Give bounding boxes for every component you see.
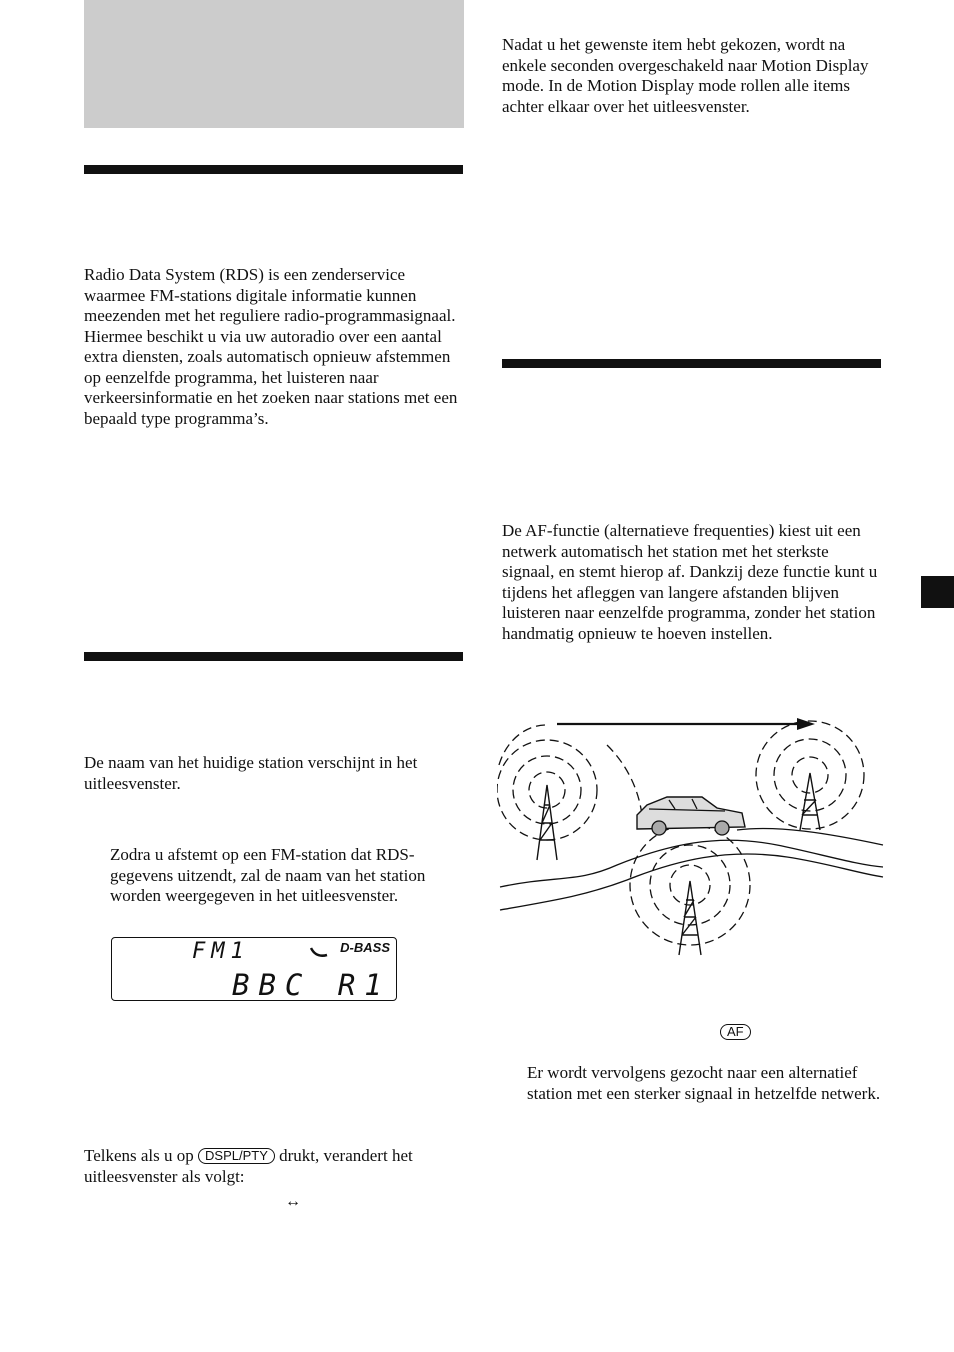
display-change-before: Telkens als u op [84,1146,194,1165]
chapter-tab [921,576,954,608]
af-button[interactable]: AF [720,1024,751,1040]
dspl-pty-button[interactable]: DSPL/PTY [198,1148,275,1164]
station-name-intro: De naam van het huidige station verschijnt in het uitleesvenster. [84,753,418,793]
display-change-paragraph [84,1146,464,1187]
double-arrow-icon: ↔ [285,1193,301,1210]
lcd-dbass-indicator: D-BASS [340,940,390,955]
lcd-band: FM1 [192,939,250,964]
af-step: Er wordt vervolgens gezocht naar een alternatief station met een sterker signaal in hetzelfde netwerk. [527,1063,881,1103]
header-shade-block [84,0,464,128]
lcd-station-name: BBC R1 [232,968,391,1002]
display-change-after: drukt, verandert het uitleesvenster als volgt: [84,1146,413,1186]
af-illustration [497,705,887,965]
section-rule [84,652,463,661]
motion-display-paragraph: Nadat u het gewenste item hebt gekozen, wordt na enkele seconden overgeschakeld naar Motion Display mode. In de Motion Display mode rollen alle items achter elkaar over het uitleesvenster. [502,35,869,116]
section-rule [84,165,463,174]
wave-icon [310,943,328,964]
section-rule [502,359,881,368]
lcd-display [111,937,397,1001]
rds-intro-paragraph: Radio Data System (RDS) is een zenderservice waarmee FM-stations digitale informatie kunnen meezenden met het reguliere radio-programmasignaal. Hiermee beschikt u via uw autoradio over een aantal extra diensten, zoals automatisch opnieuw afstemmen op eenzelfde programma, het luisteren naar verkeersinformatie en het zoeken naar stations met een bepaald type programma’s. [84,265,458,428]
station-name-step: Zodra u afstemt op een FM-station dat RDS-gegevens uitzendt, zal de naam van het station worden weergegeven in het uitleesvenster. [110,845,426,905]
af-intro-paragraph: De AF-functie (alternatieve frequenties) kiest uit een netwerk automatisch het station met het sterkste signaal, en stemt hierop af. Dankzij deze functie kunt u tijdens het afleggen van langere afstanden blijven luisteren naar eenzelfde programma, zonder het station handmatig opnieuw te hoeven instellen. [502,521,878,643]
